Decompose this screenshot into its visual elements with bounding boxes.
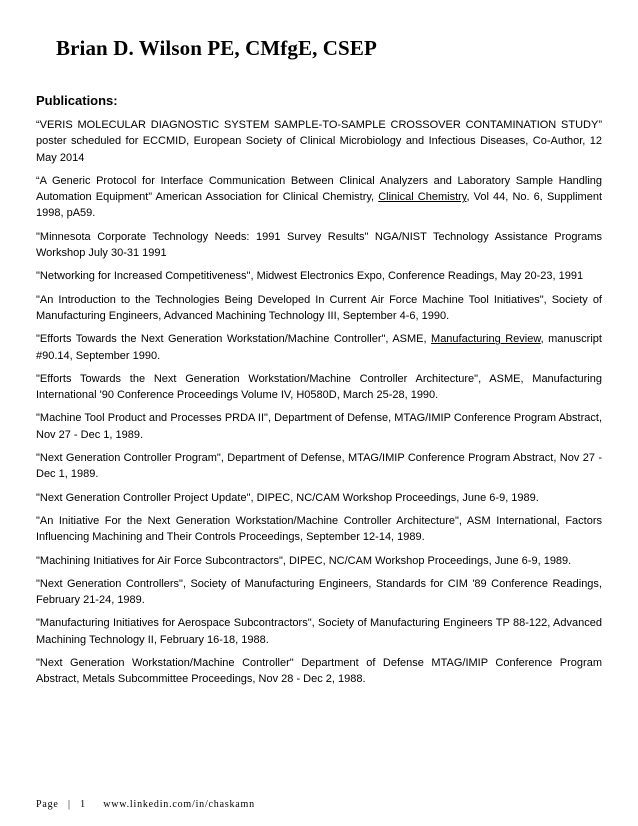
publication-text: "Networking for Increased Competitiveness", Midwest Electronics Expo, Conference Readings, May 20-23, 1991 bbox=[36, 270, 584, 283]
publication-journal: Manufacturing Review bbox=[431, 333, 541, 346]
publication-text: "An Introduction to the Technologies Being Developed In Current Air Force Machine Tool Initiatives", Society of Manufacturing Engineers, Advanced Machining Technology III, September 4-6, 1990. bbox=[36, 293, 602, 322]
publication-entry bbox=[36, 553, 602, 569]
page-number: 1 bbox=[80, 799, 86, 810]
page-footer bbox=[36, 799, 255, 810]
publication-text: "Machine Tool Product and Processes PRDA II", Department of Defense, MTAG/IMIP Conference Program Abstract, Nov 27 - Dec 1, 1989. bbox=[36, 412, 602, 441]
publication-text: "Efforts Towards the Next Generation Workstation/Machine Controller Architecture", ASME, Manufacturing International '90 Conference Proceedings Volume IV, H0580D, March 25-28, 1990. bbox=[36, 372, 602, 402]
publication-text-tail: , manuscript #90.14, September 1990. bbox=[36, 333, 602, 362]
publication-entry bbox=[36, 229, 602, 262]
publication-text: "Minnesota Corporate Technology Needs: 1991 Survey Results" NGA/NIST Technology Assistance Programs Workshop July 30-31 1991 bbox=[36, 230, 602, 260]
section-heading: Publications: bbox=[36, 93, 118, 108]
publication-entry bbox=[36, 450, 602, 483]
publication-entry bbox=[36, 117, 602, 166]
publication-entry bbox=[36, 292, 602, 325]
publication-entry bbox=[36, 268, 602, 284]
footer-separator: | bbox=[67, 799, 71, 810]
publication-text: “VERIS MOLECULAR DIAGNOSTIC SYSTEM SAMPLE-TO-SAMPLE CROSSOVER CONTAMINATION STUDY” poster scheduled for ECCMID, European Society of Clinical Microbiology and Infectious Diseases, Co-Author, 12 May 2014 bbox=[36, 119, 602, 164]
publication-entry bbox=[36, 655, 602, 688]
publication-text: "Next Generation Workstation/Machine Controller" Department of Defense MTAG/IMIP Conference Program Abstract, Metals Subcommittee Proceedings, Nov 28 - Dec 2, 1988. bbox=[36, 657, 602, 686]
publication-entry bbox=[36, 615, 602, 648]
author-name: Brian D. Wilson PE, CMfgE, CSEP bbox=[56, 36, 377, 60]
profile-url: www.linkedin.com/in/chaskamn bbox=[103, 799, 255, 810]
page-label: Page bbox=[36, 799, 59, 810]
publication-entry bbox=[36, 513, 602, 546]
publication-entry bbox=[36, 331, 602, 364]
publication-entry bbox=[36, 173, 602, 222]
publication-text: "An Initiative For the Next Generation Workstation/Machine Controller Architecture", ASM International, Factors Influencing Machining and Their Controls Proceedings, September 12-14, 1989. bbox=[36, 514, 602, 544]
publication-journal: Clinical Chemistry bbox=[378, 191, 467, 204]
publication-entry bbox=[36, 576, 602, 609]
publication-entry bbox=[36, 410, 602, 443]
publication-text-tail: , Vol 44, No. 6, Suppliment 1998, pA59. bbox=[36, 191, 603, 220]
publication-entry bbox=[36, 490, 602, 506]
publication-text: "Next Generation Controller Project Update", DIPEC, NC/CAM Workshop Proceedings, June 6-9, 1989. bbox=[36, 491, 539, 504]
publication-text: "Manufacturing Initiatives for Aerospace Subcontractors", Society of Manufacturing Engineers TP 88-122, Advanced Machining Technology II, February 16-18, 1988. bbox=[36, 617, 602, 646]
publication-list bbox=[36, 117, 602, 695]
publication-text: "Efforts Towards the Next Generation Workstation/Machine Controller", ASME, bbox=[36, 333, 432, 346]
publication-text: "Next Generation Controllers", Society of Manufacturing Engineers, Standards for CIM '89 Conference Readings, February 21-24, 1989. bbox=[36, 577, 602, 607]
publication-text: "Next Generation Controller Program", Department of Defense, MTAG/IMIP Conference Program Abstract, Nov 27 - Dec 1, 1989. bbox=[36, 452, 602, 481]
publication-entry bbox=[36, 371, 602, 404]
publication-text: "Machining Initiatives for Air Force Subcontractors", DIPEC, NC/CAM Workshop Proceedings, June 6-9, 1989. bbox=[36, 554, 572, 567]
publication-text: “A Generic Protocol for Interface Communication Between Clinical Analyzers and Laboratory Sample Handling Automation Equipment” American Association for Clinical Chemistry, bbox=[36, 174, 602, 204]
